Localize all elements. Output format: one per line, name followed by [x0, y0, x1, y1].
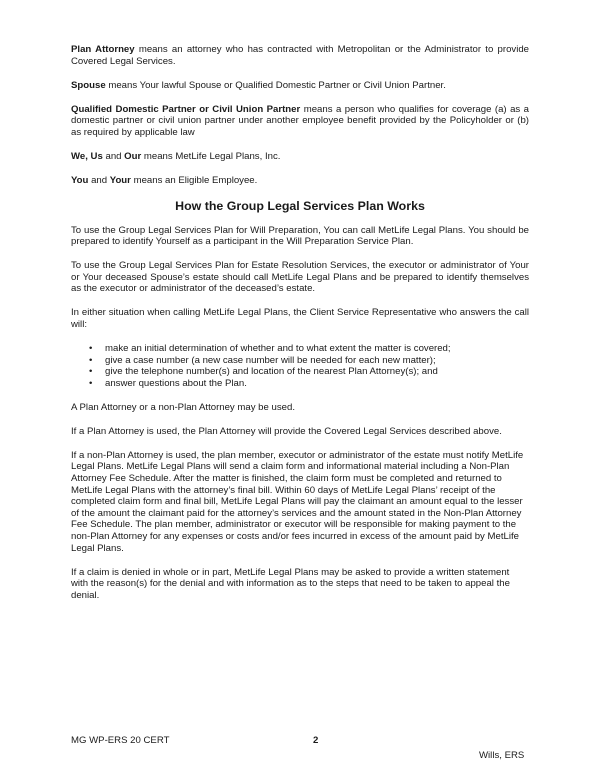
- paragraph-calling: In either situation when calling MetLife Legal Plans, the Client Service Representative who answers the call will:: [71, 307, 529, 331]
- definition-qualified-partner: [71, 104, 529, 139]
- definition-you-your: [71, 175, 529, 187]
- definition-plan-attorney: [71, 44, 529, 67]
- definition-text: means an attorney who has contracted with Metropolitan or the Administrator to provide Covered Legal Services.: [71, 44, 530, 67]
- bullet-icon: •: [89, 343, 93, 355]
- list-item: [71, 366, 529, 378]
- term: Plan Attorney: [71, 44, 135, 55]
- list-item-text: give a case number (a new case number will be needed for each new matter);: [105, 354, 436, 366]
- definition-text: means a person who qualifies for coverage (a) as a domestic partner or civil union partner under another employee benefit provided by the Policyholder or (b) as required by applicable law: [71, 103, 529, 138]
- term: Qualified Domestic Partner or Civil Union Partner: [71, 103, 301, 115]
- section-heading: How the Group Legal Services Plan Works: [175, 198, 425, 213]
- paragraph-will-preparation: To use the Group Legal Services Plan for Will Preparation, You can call MetLife Legal Plans. You should be prepared to identify Yourself as a participant in the Will Preparation Service Plan.: [71, 224, 529, 248]
- list-item: [71, 343, 529, 355]
- bullet-icon: •: [89, 377, 93, 389]
- definition-spouse: [71, 80, 529, 92]
- definition-text: means MetLife Legal Plans, Inc.: [141, 150, 281, 162]
- definition-text: means Your lawful Spouse or Qualified Domestic Partner or Civil Union Partner.: [105, 79, 446, 91]
- definition-text: means an Eligible Employee.: [130, 174, 258, 186]
- list-item: [71, 378, 529, 390]
- representative-duties-list: [71, 343, 529, 389]
- list-item-text: answer questions about the Plan.: [105, 377, 247, 389]
- paragraph-attorney-choice: A Plan Attorney or a non-Plan Attorney may be used.: [71, 401, 295, 413]
- list-item-text: give the telephone number(s) and location of the nearest Plan Attorney(s); and: [105, 366, 438, 378]
- term: Our: [124, 150, 142, 162]
- term: Spouse: [71, 79, 106, 91]
- term: You: [71, 174, 89, 186]
- list-item: [71, 355, 529, 367]
- list-item-text: make an initial determination of whether and to what extent the matter is covered;: [105, 343, 451, 355]
- footer-doc-label: Wills, ERS: [479, 750, 525, 761]
- bullet-icon: •: [89, 366, 93, 378]
- term: Your: [109, 174, 131, 186]
- paragraph-estate-resolution: To use the Group Legal Services Plan for Estate Resolution Services, the executor or administrator of Your or Your deceased Spouse’s estate should call MetLife Legal Plans and be prepared to identify themselves as the executor or administrator of the deceased’s estate.: [71, 260, 529, 295]
- paragraph-non-plan-attorney: If a non-Plan Attorney is used, the plan member, executor or administrator of the estate must notify MetLife Legal Plans. MetLife Legal Plans will send a claim form and informational material including a Non-Plan Attorney Fee Schedule. After the matter is finished, the claim form must be completed and returned to MetLife Legal Plans with the attorney’s final bill. Within 60 days of MetLife Legal Plans’ receipt of the completed claim form and final bill, MetLife Legal Plans will pay the claimant an amount equal to the lesser of the amount the claimant paid for the attorney’s services and the amount stated in the Non-Plan Attorney Fee Schedule. The plan member, administrator or executor will be responsible for making payment to the non-Plan Attorney for any expenses or costs and/or fees incurred in excess of the amount paid by MetLife Legal Plans.: [71, 449, 524, 554]
- footer-form-code: MG WP-ERS 20 CERT: [71, 735, 170, 746]
- paragraph-claim-denied: If a claim is denied in whole or in part, MetLife Legal Plans may be asked to provide a written statement with the reason(s) for the denial and with information as to the steps that need to be taken to appeal the denial.: [71, 566, 510, 601]
- term: We, Us: [71, 150, 103, 162]
- footer-page-number: 2: [313, 735, 319, 746]
- bullet-icon: •: [89, 354, 93, 366]
- connector: and: [88, 174, 110, 186]
- document-page: [71, 44, 529, 614]
- paragraph-plan-attorney-used: If a Plan Attorney is used, the Plan Attorney will provide the Covered Legal Services described above.: [71, 425, 502, 437]
- definition-we-us-our: [71, 151, 529, 163]
- connector: and: [102, 150, 125, 162]
